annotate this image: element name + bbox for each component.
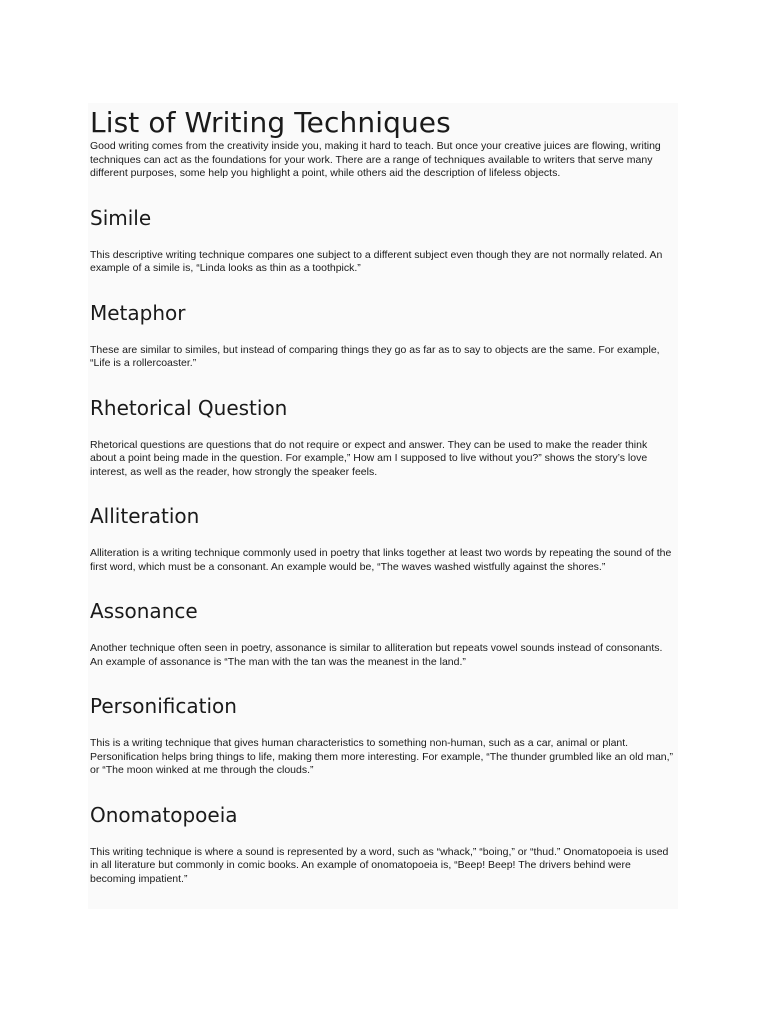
section-personification <box>90 693 676 778</box>
section-heading: Assonance <box>90 599 198 623</box>
section-assonance <box>90 598 676 669</box>
section-body: This descriptive writing technique compares one subject to a different subject even though they are not normally related. An example of a simile is, “Linda looks as thin as a toothpick.” <box>90 248 663 274</box>
section-body: Alliteration is a writing technique commonly used in poetry that links together at least two words by repeating the sound of the first word, which must be a consonant. An example would be, “The waves washed wistfully against the shores.” <box>90 547 672 573</box>
section-onomatopoeia <box>90 802 676 887</box>
section-heading: Onomatopoeia <box>90 802 238 827</box>
document-title: List of Writing Techniques <box>90 106 451 139</box>
section-body: These are similar to similes, but instead of comparing things they go as far as to say to objects are the same. For example, “Life is a rollercoaster.” <box>90 343 660 369</box>
section-body: Another technique often seen in poetry, assonance is similar to alliteration but repeats vowel sounds instead of consonants. An example of assonance is “The man with the tan was the meanest in the land.” <box>90 642 663 668</box>
section-alliteration <box>90 503 676 574</box>
section-heading: Metaphor <box>90 300 186 325</box>
section-metaphor <box>90 300 676 371</box>
section-heading: Rhetorical Question <box>90 395 288 420</box>
intro-paragraph: Good writing comes from the creativity inside you, making it hard to teach. But once your creative juices are flowing, writing techniques can act as the foundations for your work. There are a range of techniques available to writers that serve many different purposes, some help you highlight a point, while others aid the description of lifeless objects. <box>90 140 661 179</box>
section-body: This writing technique is where a sound is represented by a word, such as “whack,” “boing,” or “thud.” Onomatopoeia is used in all literature but commonly in comic books. An example of onomatopoeia is, “Beep! Beep! The drivers behind were becoming impatient.” <box>90 845 669 885</box>
section-heading: Personification <box>90 694 237 718</box>
section-body: Rhetorical questions are questions that do not require or expect and answer. They can be used to make the reader think about a point being made in the question. For example,” How am I supposed to live without you?” shows the story’s love interest, as well as the reader, how strongly the speaker feels. <box>90 438 648 478</box>
section-body: This is a writing technique that gives human characteristics to something non-human, such as a car, animal or plant. Personification helps bring things to life, making them more interesting. For example, “The thunder grumbled like an old man,” or “The moon winked at me through the clouds.” <box>90 737 674 776</box>
section-rhetorical-question <box>90 395 676 480</box>
section-heading: Simile <box>90 205 152 230</box>
section-simile <box>90 205 676 276</box>
section-heading: Alliteration <box>90 504 200 528</box>
document-content <box>90 103 676 886</box>
